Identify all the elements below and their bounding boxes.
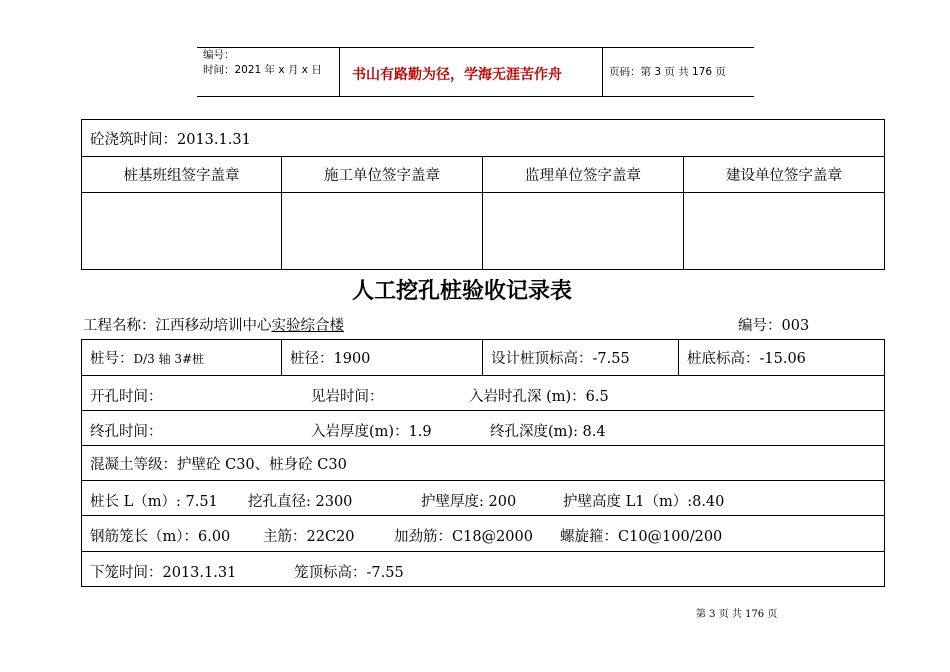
concrete-grade: 混凝土等级：护壁砼 C30、桩身砼 C30 xyxy=(82,446,885,481)
stiffener-bar: 加劲筋：C18@2000 xyxy=(394,529,533,545)
page-footer: 第 3 页 共 176 页 xyxy=(696,609,778,620)
row-concrete xyxy=(82,446,885,481)
wall-height: 护壁高度 L1（m）:8.40 xyxy=(563,494,725,510)
hole-diameter: 挖孔直径: 2300 xyxy=(248,494,353,510)
pile-length: 桩长 L（m）: 7.51 xyxy=(90,494,218,510)
project-name-underlined: 实验综合楼 xyxy=(271,318,344,334)
project-line xyxy=(83,314,344,335)
rock-entry-depth: 入岩时孔深 (m)：6.5 xyxy=(469,389,609,405)
row-hole-start xyxy=(82,376,885,411)
row-dimensions xyxy=(82,481,885,516)
cage-length: 钢筋笼长（m）：6.00 xyxy=(90,529,231,545)
header-divider-left xyxy=(339,47,340,97)
spiral-stirrup: 螺旋箍：C10@100/200 xyxy=(560,529,723,545)
pour-time: 砼浇筑时间：2013.1.31 xyxy=(82,120,885,157)
wall-thickness: 护壁厚度: 200 xyxy=(421,494,517,510)
form-number: 编号：003 xyxy=(738,318,810,334)
signature-table xyxy=(81,119,885,270)
header-bottom-border xyxy=(197,96,754,97)
header-number-label: 编号： xyxy=(203,49,235,61)
project-label: 工程名称：江西移动培训中心 xyxy=(83,318,272,334)
pile-bottom-elevation: 桩底标高：-15.06 xyxy=(679,340,885,376)
pile-number-value: D/3 轴 3#桩 xyxy=(133,352,205,366)
end-time: 终孔时间： xyxy=(90,424,163,440)
sign-header-owner: 建设单位签字盖章 xyxy=(684,157,885,193)
sign-cell-pile-team[interactable] xyxy=(82,193,282,270)
row-pile-info xyxy=(82,340,885,376)
cage-time: 下笼时间：2013.1.31 xyxy=(90,565,237,581)
main-bar: 主筋：22C20 xyxy=(263,529,355,545)
header-time-label: 时间：2021 年 x 月 x 日 xyxy=(203,64,322,76)
row-cage-placement xyxy=(82,552,885,587)
end-depth: 终孔深度(m): 8.4 xyxy=(490,424,606,440)
row-hole-end xyxy=(82,411,885,446)
rock-thickness: 入岩厚度(m)：1.9 xyxy=(311,424,432,440)
sign-cell-construction[interactable] xyxy=(282,193,483,270)
form-title: 人工挖孔桩验收记录表 xyxy=(352,279,573,304)
record-table xyxy=(81,339,885,587)
header-divider-right xyxy=(602,47,603,97)
pile-number-label: 桩号： xyxy=(90,351,134,367)
sign-header-pile-team: 桩基班组签字盖章 xyxy=(82,157,282,193)
header-motto: 书山有路勤为径，学海无涯苦作舟 xyxy=(352,67,562,83)
sign-header-supervision: 监理单位签字盖章 xyxy=(483,157,684,193)
header-top-border xyxy=(197,47,754,48)
header-page-label: 页码：第 3 页 共 176 页 xyxy=(609,66,726,78)
reinforcement-cell xyxy=(82,516,885,552)
cage-top-elevation: 笼顶标高：-7.55 xyxy=(294,565,404,581)
row-reinforcement xyxy=(82,516,885,552)
hole-start-cell xyxy=(82,376,885,411)
design-top-elevation: 设计桩顶标高：-7.55 xyxy=(483,340,679,376)
pile-diameter: 桩径：1900 xyxy=(282,340,483,376)
start-time: 开孔时间： xyxy=(90,389,163,405)
sign-cell-owner[interactable] xyxy=(684,193,885,270)
cage-placement-cell xyxy=(82,552,885,587)
hole-end-cell xyxy=(82,411,885,446)
rock-time: 见岩时间： xyxy=(311,389,384,405)
sign-header-construction: 施工单位签字盖章 xyxy=(282,157,483,193)
dimensions-cell xyxy=(82,481,885,516)
sign-cell-supervision[interactable] xyxy=(483,193,684,270)
pile-number-cell xyxy=(82,340,282,376)
